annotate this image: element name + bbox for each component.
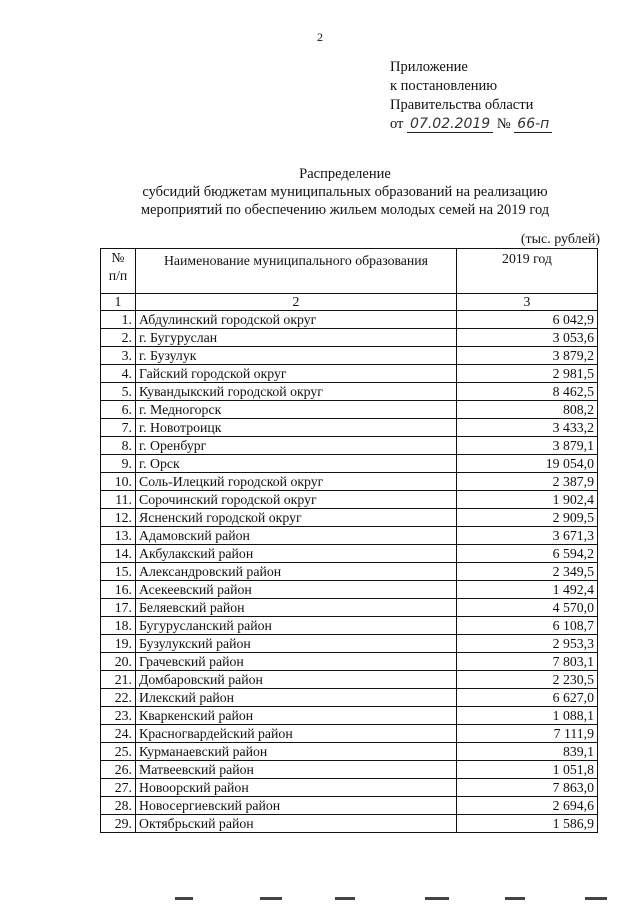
row-name: г. Бугуруслан	[136, 329, 457, 347]
table-row	[101, 653, 598, 671]
table-row	[101, 419, 598, 437]
row-number: 15.	[101, 563, 136, 581]
row-name: Новоорский район	[136, 779, 457, 797]
row-number: 1.	[101, 311, 136, 329]
table-row	[101, 797, 598, 815]
row-name: г. Бузулук	[136, 347, 457, 365]
row-number: 8.	[101, 437, 136, 455]
row-number: 20.	[101, 653, 136, 671]
column-number-1: 1	[101, 294, 136, 311]
row-number: 24.	[101, 725, 136, 743]
row-value: 2 909,5	[457, 509, 598, 527]
table-row	[101, 527, 598, 545]
row-value: 2 981,5	[457, 365, 598, 383]
row-number: 7.	[101, 419, 136, 437]
row-number: 22.	[101, 689, 136, 707]
appendix-block	[390, 58, 552, 134]
title-line-3: мероприятий по обеспечению жильем молодых семей на 2019 год	[140, 202, 550, 218]
column-number-2: 2	[136, 294, 457, 311]
table-row	[101, 725, 598, 743]
row-value: 7 863,0	[457, 779, 598, 797]
row-value: 3 879,2	[457, 347, 598, 365]
row-name: Соль-Илецкий городской округ	[136, 473, 457, 491]
handwritten-date: 07.02.2019	[407, 116, 493, 133]
row-name: Новосергиевский район	[136, 797, 457, 815]
header-name: Наименование муниципального образования	[136, 249, 457, 294]
row-name: Сорочинский городской округ	[136, 491, 457, 509]
table-row	[101, 761, 598, 779]
units-label: (тыс. рублей)	[520, 232, 600, 247]
table-row	[101, 455, 598, 473]
table-row	[101, 347, 598, 365]
header-value: 2019 год	[457, 249, 598, 294]
row-number: 23.	[101, 707, 136, 725]
row-name: Ясненский городской округ	[136, 509, 457, 527]
row-value: 1 902,4	[457, 491, 598, 509]
row-name: Гайский городской округ	[136, 365, 457, 383]
page-number: 2	[317, 30, 323, 44]
table-row	[101, 509, 598, 527]
row-name: Асекеевский район	[136, 581, 457, 599]
row-name: Кваркенский район	[136, 707, 457, 725]
table-header-row	[101, 249, 598, 294]
row-number: 29.	[101, 815, 136, 833]
title-line-1: Распределение	[299, 166, 391, 182]
row-name: Акбулакский район	[136, 545, 457, 563]
row-value: 1 088,1	[457, 707, 598, 725]
appendix-date-line	[390, 115, 552, 134]
table-row	[101, 545, 598, 563]
row-name: Беляевский район	[136, 599, 457, 617]
row-number: 11.	[101, 491, 136, 509]
row-value: 3 053,6	[457, 329, 598, 347]
table-row	[101, 815, 598, 833]
row-value: 2 953,3	[457, 635, 598, 653]
row-name: Абдулинский городской округ	[136, 311, 457, 329]
row-value: 1 051,8	[457, 761, 598, 779]
row-number: 18.	[101, 617, 136, 635]
row-number: 26.	[101, 761, 136, 779]
table-row	[101, 689, 598, 707]
appendix-line-2: к постановлению	[390, 78, 498, 94]
table-row	[101, 581, 598, 599]
row-value: 3 879,1	[457, 437, 598, 455]
row-value: 7 803,1	[457, 653, 598, 671]
row-number: 25.	[101, 743, 136, 761]
row-name: Бугурусланский район	[136, 617, 457, 635]
table-row	[101, 707, 598, 725]
table-row	[101, 437, 598, 455]
table-row	[101, 617, 598, 635]
row-number: 2.	[101, 329, 136, 347]
table-row	[101, 329, 598, 347]
row-value: 7 111,9	[457, 725, 598, 743]
date-prefix: от	[390, 116, 404, 132]
row-number: 27.	[101, 779, 136, 797]
row-name: Октябрьский район	[136, 815, 457, 833]
row-number: 12.	[101, 509, 136, 527]
table-row	[101, 779, 598, 797]
row-name: Матвеевский район	[136, 761, 457, 779]
row-number: 10.	[101, 473, 136, 491]
row-number: 14.	[101, 545, 136, 563]
header-number	[101, 249, 136, 294]
row-name: Бузулукский район	[136, 635, 457, 653]
table-row	[101, 365, 598, 383]
row-value: 808,2	[457, 401, 598, 419]
table-row	[101, 383, 598, 401]
row-number: 16.	[101, 581, 136, 599]
row-value: 6 627,0	[457, 689, 598, 707]
row-name: Кувандыкский городской округ	[136, 383, 457, 401]
table-row	[101, 671, 598, 689]
row-value: 4 570,0	[457, 599, 598, 617]
row-number: 28.	[101, 797, 136, 815]
row-name: г. Оренбург	[136, 437, 457, 455]
row-number: 9.	[101, 455, 136, 473]
row-name: Домбаровский район	[136, 671, 457, 689]
table-row	[101, 311, 598, 329]
row-value: 2 387,9	[457, 473, 598, 491]
column-numbers-row	[101, 294, 598, 311]
table-row	[101, 491, 598, 509]
header-number-label: № п/п	[108, 250, 128, 283]
row-number: 17.	[101, 599, 136, 617]
row-value: 19 054,0	[457, 455, 598, 473]
table-row	[101, 401, 598, 419]
appendix-line-1: Приложение	[390, 59, 468, 75]
title-line-2: субсидий бюджетам муниципальных образований на реализацию	[142, 184, 548, 200]
row-value: 1 586,9	[457, 815, 598, 833]
table-row	[101, 599, 598, 617]
table-row	[101, 473, 598, 491]
row-name: Александровский район	[136, 563, 457, 581]
row-number: 13.	[101, 527, 136, 545]
row-value: 3 433,2	[457, 419, 598, 437]
table-row	[101, 743, 598, 761]
column-number-3: 3	[457, 294, 598, 311]
number-prefix: №	[496, 116, 511, 132]
table-row	[101, 635, 598, 653]
scan-artifact-marks	[175, 897, 625, 901]
row-name: Илекский район	[136, 689, 457, 707]
row-name: Адамовский район	[136, 527, 457, 545]
row-number: 3.	[101, 347, 136, 365]
row-number: 19.	[101, 635, 136, 653]
table-row	[101, 563, 598, 581]
row-value: 6 594,2	[457, 545, 598, 563]
row-value: 3 671,3	[457, 527, 598, 545]
row-name: Курманаевский район	[136, 743, 457, 761]
row-number: 21.	[101, 671, 136, 689]
row-value: 2 349,5	[457, 563, 598, 581]
row-name: Красногвардейский район	[136, 725, 457, 743]
row-name: г. Медногорск	[136, 401, 457, 419]
appendix-line-3: Правительства области	[390, 97, 534, 113]
row-value: 1 492,4	[457, 581, 598, 599]
document-title	[0, 165, 640, 219]
row-name: Грачевский район	[136, 653, 457, 671]
row-value: 839,1	[457, 743, 598, 761]
row-name: г. Новотроицк	[136, 419, 457, 437]
row-value: 6 042,9	[457, 311, 598, 329]
row-number: 6.	[101, 401, 136, 419]
row-number: 5.	[101, 383, 136, 401]
row-value: 2 694,6	[457, 797, 598, 815]
distribution-table	[100, 248, 598, 833]
handwritten-number: 66-п	[514, 116, 552, 133]
row-value: 6 108,7	[457, 617, 598, 635]
row-number: 4.	[101, 365, 136, 383]
row-value: 2 230,5	[457, 671, 598, 689]
row-name: г. Орск	[136, 455, 457, 473]
row-value: 8 462,5	[457, 383, 598, 401]
